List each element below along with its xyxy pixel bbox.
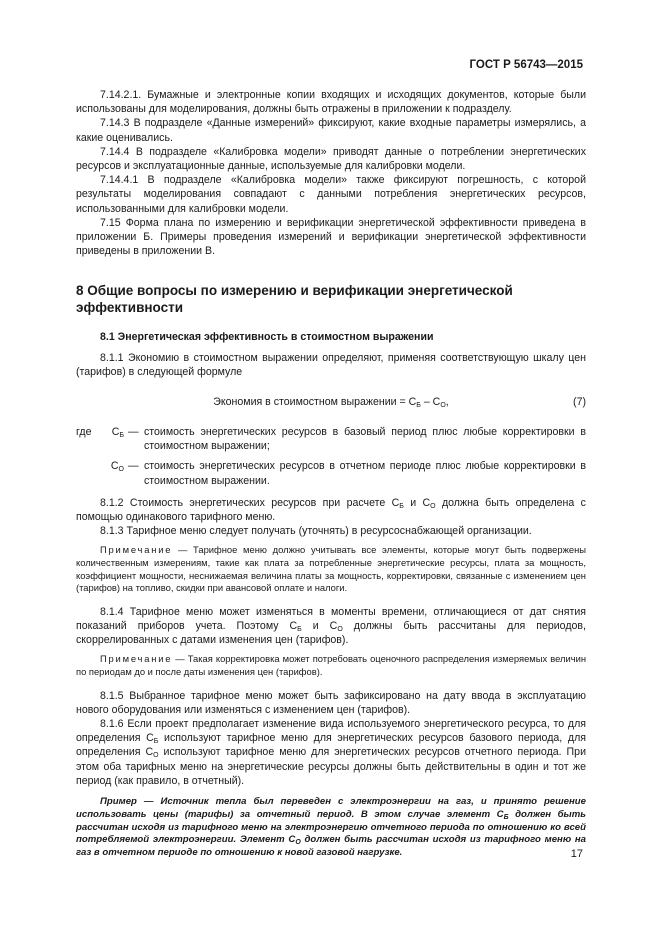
- paragraph-8-1-4: 8.1.4 Тарифное меню может изменяться в моменты времени, отличающиеся от дат снятия показаний приборов учета. Поэтому $С_Б$ и $С_О$ должны быть рассчитаны для периодов, скоррелированных с датами изменения цен (тарифов).: [76, 605, 586, 647]
- paragraph-7-14-4: 7.14.4 В подразделе «Калибровка модели» приводят данные о потреблении энергетических ресурсов и эксплуатационные данные, используемые для калибровки модели.: [76, 145, 586, 173]
- paragraph-8-1-3: 8.1.3 Тарифное меню следует получать (уточнять) в ресурсоснабжающей организации.: [100, 525, 532, 538]
- formula-7: [76, 395, 586, 411]
- page-number: 17: [570, 848, 583, 860]
- document-standard-header: ГОСТ Р 56743—2015: [469, 59, 583, 71]
- paragraph-8-1-6: 8.1.6 Если проект предполагает изменение вида используемого энергетического ресурса, то для определения $С_Б$ используют тарифное меню для энергетических ресурсов базового периода, для определения $С_О$ используют тарифное меню для энергетических ресурсов отчетного периода. При этом оба тарифных меню на энергетические ресурсы должны быть действительны в один и тот же период (как правило, в отчетный).: [76, 718, 586, 787]
- paragraph-8-1-2: 8.1.2 Стоимость энергетических ресурсов при расчете $С_Б$ и $С_О$ должна быть определена с помощью одинакового тарифного меню.: [76, 496, 586, 524]
- where-item: $С_О$ — стоимость энергетических ресурсов в отчетном периоде плюс любые корректировки в стоимостном выражении.: [76, 459, 586, 487]
- note-1: Примечание — Тарифное меню должно учитывать все элементы, которые могут быть подвержены количественным измерениям, такие как плата за потребленные энергетические ресурсы, плата за мощность, коэффициент мощности, неснижаемая величина платы за мощность, корректировки, связанные с изменением цен (тарифов) на топливо, скидки при авансовой оплате и налоги.: [76, 544, 586, 594]
- where-description: стоимость энергетических ресурсов в отчетном периоде плюс любые корректировки в стоимостном выражении.: [144, 460, 586, 487]
- paragraph-8-1-5: 8.1.5 Выбранное тарифное меню может быть зафиксировано на дату ввода в эксплуатацию нового оборудования или изменяться с изменением цен (тарифов).: [76, 689, 586, 716]
- where-label: где: [76, 426, 92, 439]
- where-symbol: $С_О$: [110, 460, 124, 474]
- where-item: где $С_Б$ — стоимость энергетических ресурсов в базовый период плюс любые корректировки в стоимостном выражении;: [76, 426, 586, 453]
- formula-number: (7): [573, 396, 586, 409]
- where-symbol: $С_Б$: [111, 426, 124, 440]
- page-content: [76, 88, 586, 860]
- paragraph-7-15: 7.15 Форма плана по измерению и верификации энергетической эффективности приведена в приложении Б. Примеры проведения измерений и верификации энергетической эффективности приведены в приложении В.: [76, 216, 586, 258]
- where-description: стоимость энергетических ресурсов в базовый период плюс любые корректировки в стоимостном выражении;: [144, 426, 586, 453]
- paragraph-8-1-1: 8.1.1 Экономию в стоимостном выражении определяют, применяя соответствующую шкалу цен (тарифов) в следующей формуле: [76, 351, 586, 378]
- note-2: Примечание — Такая корректировка может потребовать оценочного распределения измеряемых величин по периодам до и после даты изменения цен (тарифов).: [76, 653, 586, 678]
- section-8-title: 8 Общие вопросы по измерению и верификации энергетической эффективности: [76, 283, 513, 316]
- paragraph-7-14-2-1: 7.14.2.1. Бумажные и электронные копии входящих и исходящих документов, которые были использованы для моделирования, должны быть отражены в приложении к подразделу.: [76, 89, 586, 116]
- paragraph-7-14-3: 7.14.3 В подразделе «Данные измерений» фиксируют, какие входные параметры измерялись, а какие оценивались.: [76, 117, 586, 144]
- subsection-8-1-title: 8.1 Энергетическая эффективность в стоимостном выражении: [100, 331, 434, 344]
- note-label: Примечание: [100, 653, 173, 665]
- note-label: Примечание: [100, 544, 173, 556]
- formula-expression: Экономия в стоимостном выражении = $С_Б - С_О$,: [213, 396, 449, 410]
- paragraph-7-14-4-1: 7.14.4.1 В подразделе «Калибровка модели» также фиксируют погрешность, с которой результаты моделирования совпадают с данными потребления энергетических ресурсов, использованными для калибровки модели.: [76, 174, 586, 215]
- example-paragraph: Пример — Источник тепла был переведен с электроэнергии на газ, и принято решение использовать цены (тарифы) за отчетный период. В этом случае элемент $С_Б$ должен быть рассчитан исходя из тарифного меню на электроэнергию отчетного периода по отношению ко всей потребляемой электроэнергии. Элемент $С_О$ должен быть рассчитан исходя из тарифного меню на газ в отчетном периоде по отношению к новой газовой нагрузке.: [76, 796, 586, 859]
